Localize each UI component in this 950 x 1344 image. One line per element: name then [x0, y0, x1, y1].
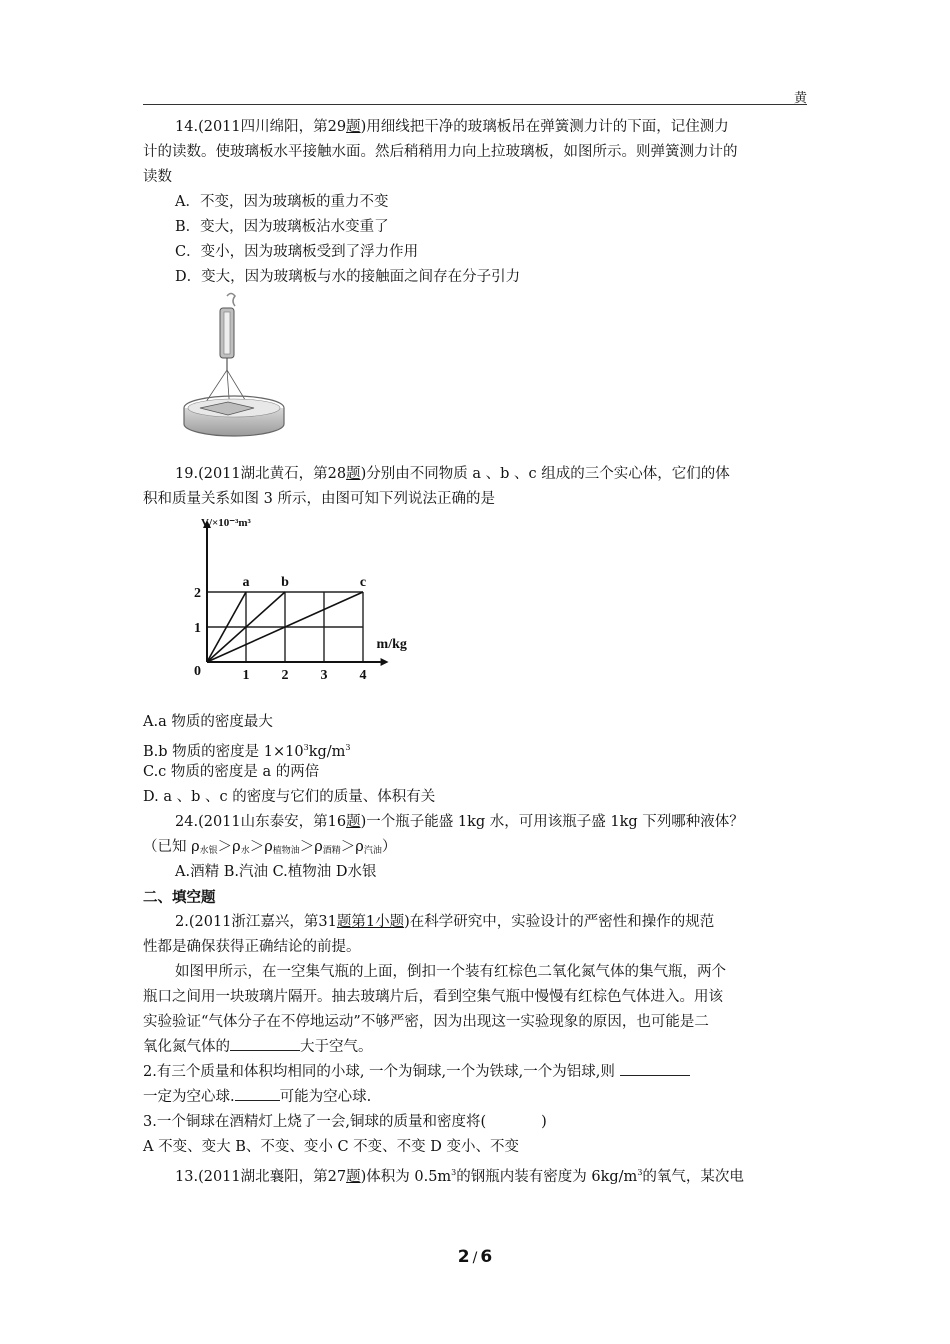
fq2b-blank1[interactable]	[620, 1061, 690, 1076]
header-label: 黄	[793, 91, 807, 106]
fq2-line5: 实验验证“气体分子在不停地运动”不够严密，因为出现这一实验现象的原因，也可能是二	[143, 1014, 709, 1030]
q19-option-a: A.a 物质的密度最大	[143, 714, 273, 730]
q24-known: （已知 $\rho_{水银}>\rho_水>\rho_{植物油}>\rho_{酒精}>\rho_{汽油}$）	[143, 839, 397, 856]
q14-option-c: C．变小，因为玻璃板受到了浮力作用	[175, 244, 419, 260]
chart-labels	[194, 517, 407, 683]
current-page: 2	[457, 1247, 470, 1267]
total-pages: 6	[480, 1247, 493, 1267]
fq2-line4: 瓶口之间用一块玻璃片隔开。抽去玻璃片后，看到空集气瓶中慢慢有红棕色气体进入。用该	[143, 989, 723, 1005]
q24-options: A.酒精 B.汽油 C.植物油 D水银	[175, 864, 377, 880]
q19-option-d: D. a 、b 、c 的密度与它们的质量、体积有关	[143, 789, 436, 805]
spring-scale-figure	[180, 290, 300, 440]
fq2b-blank2[interactable]	[235, 1086, 280, 1101]
q19-option-b: B.b 物质的密度是 $1\times 10^3kg/m^3$	[143, 743, 351, 760]
fq2-line3: 如图甲所示，在一空集气瓶的上面，倒扣一个装有红棕色二氧化氮气体的集气瓶，两个	[175, 964, 726, 980]
q19-option-c: C.c 物质的密度是 a 的两倍	[143, 764, 320, 780]
section-title-fill-in: 二、填空题	[143, 889, 216, 906]
y-axis-label: V/×10⁻³m³	[201, 517, 251, 529]
q19-source-link[interactable]: 题	[346, 466, 361, 482]
q14-line1: 14.(2011四川绵阳，第29题)用细线把干净的玻璃板吊在弹簧测力计的下面，记住测力	[175, 119, 729, 135]
q19-line1: 19.(2011湖北黄石，第28题)分别由不同物质 a 、b 、c 组成的三个实心体，它们的体	[175, 466, 730, 482]
fq2-line6: 氧化氮气体的 大于空气。	[143, 1035, 807, 1060]
q13-source-link[interactable]: 题	[346, 1169, 361, 1185]
series-label-a: a	[242, 575, 250, 590]
series-label-b: b	[281, 575, 289, 590]
fq2-blank[interactable]	[230, 1036, 300, 1051]
q24-line1: 24.(2011山东泰安，第16题)一个瓶子能盛 1kg 水，可用该瓶子盛 1kg 下列哪种液体？	[175, 814, 744, 830]
fq3-options: A 不变、变大 B、不变、变小 C 不变、不变 D 变小、不变	[143, 1139, 519, 1155]
y-tick-0: 0	[194, 664, 201, 679]
fq2-line1: 2.(2011浙江嘉兴，第31题第1小题)在科学研究中，实验设计的严密性和操作的规范	[175, 914, 715, 930]
q14-source-link[interactable]: 题	[346, 119, 361, 135]
fq3-line1: 3.一个铜球在酒精灯上烧了一会,铜球的质量和密度将( )	[143, 1114, 547, 1130]
x-tick-2: 2	[281, 668, 289, 683]
page-indicator: 2 / 6	[457, 1247, 493, 1267]
header-rule	[143, 104, 807, 105]
y-tick-2: 2	[194, 586, 201, 601]
x-axis-label: m/kg	[376, 637, 407, 652]
q14-option-d: D．变大，因为玻璃板与水的接触面之间存在分子引力	[175, 269, 521, 285]
x-tick-3: 3	[320, 668, 328, 683]
fq2b-line2: 一定为空心球. 可能为空心球.	[143, 1085, 807, 1110]
x-tick-1: 1	[242, 668, 250, 683]
q14-option-a: A．不变，因为玻璃板的重力不变	[175, 194, 389, 210]
q14-option-b: B．变大，因为玻璃板沾水变重了	[175, 219, 389, 235]
x-tick-4: 4	[359, 668, 367, 683]
q14-line3: 读数	[143, 169, 172, 185]
q24-source-link[interactable]: 题	[346, 814, 361, 830]
q14-line2: 计的读数。使玻璃板水平接触水面。然后稍稍用力向上拉玻璃板，如图所示。则弹簧测力计的	[143, 144, 738, 160]
x-axis-arrow	[381, 658, 389, 666]
fq2b-line1: 2.有三个质量和体积均相同的小球, 一个为铜球,一个为铁球,一个为铝球,则	[143, 1060, 807, 1085]
y-tick-1: 1	[194, 621, 201, 636]
q13-line1: 13.(2011湖北襄阳，第27题)体积为 $0.5m^3$的钢瓶内装有密度为 $6kg/m^3$的氧气，某次电	[175, 1168, 744, 1185]
fq2-line2: 性都是确保获得正确结论的前提。	[143, 939, 361, 955]
fq2-source-link[interactable]: 题第1小题	[336, 914, 405, 930]
series-label-c: c	[359, 575, 367, 590]
volume-mass-chart	[185, 510, 410, 690]
q19-line2: 积和质量关系如图 3 所示，由图可知下列说法正确的是	[143, 491, 495, 507]
